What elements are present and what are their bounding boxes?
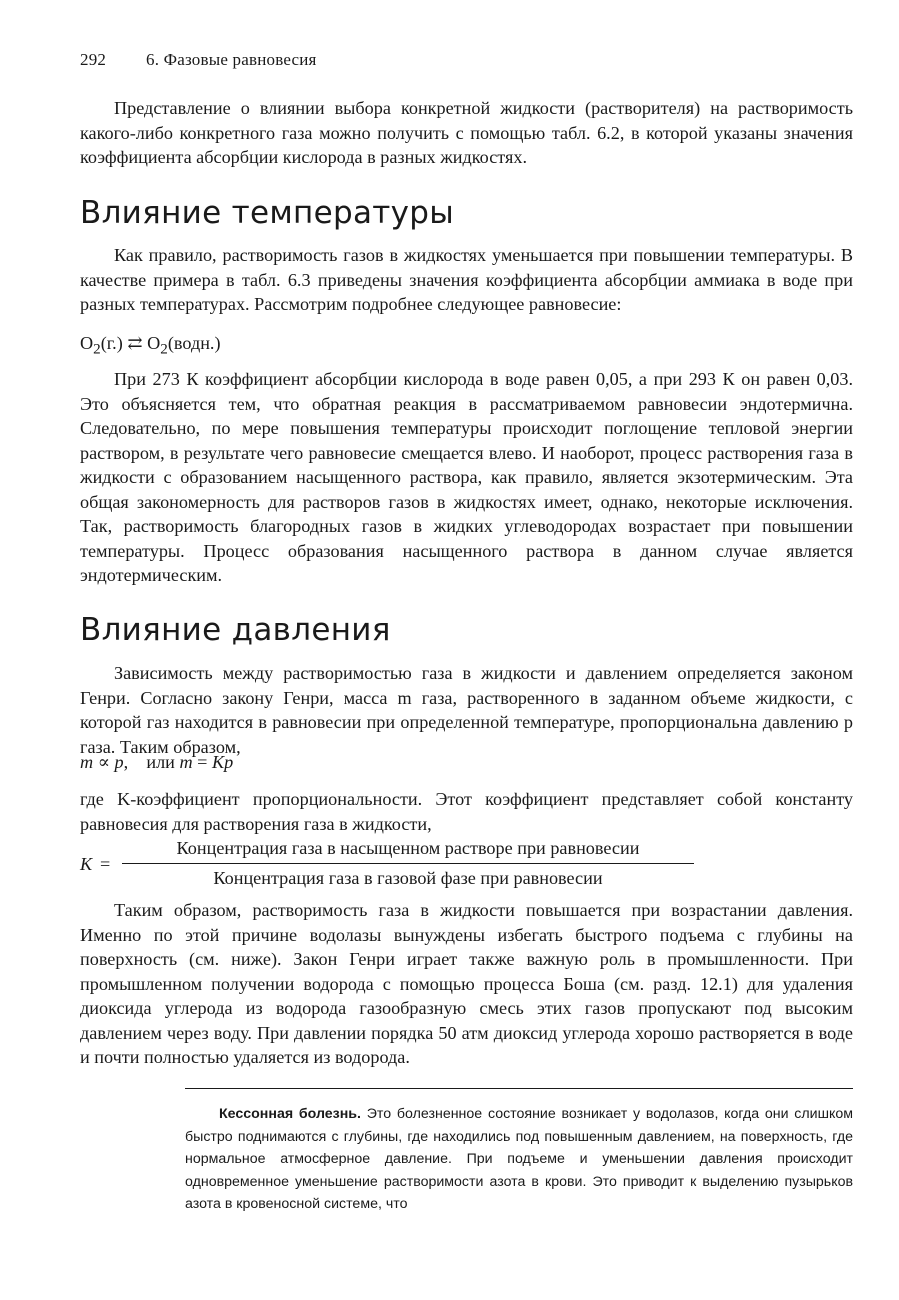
- fraction-lhs: K: [80, 854, 93, 874]
- footnote-divider: [185, 1088, 853, 1089]
- heading-temperature: Влияние температуры: [80, 195, 455, 231]
- heading-pressure: Влияние давления: [80, 612, 391, 648]
- formula-m: m: [80, 752, 94, 772]
- chapter-title: 6. Фазовые равновесия: [146, 50, 317, 69]
- formula-kp: Kp: [211, 752, 234, 772]
- running-head: [80, 50, 317, 70]
- eq-left-subscript: 2: [93, 340, 101, 358]
- formula-m2: m: [179, 752, 193, 772]
- eq-right-species: O: [147, 333, 161, 353]
- pressure-paragraph-1: Зависимость между растворимостью газа в жидкости и давлением определяется законом Генри. Согласно закону Генри, масса m газа, растворенного в заданном объеме жидкости, с которой газ находится в равновесии при определенной температуре, пропорциональна давлению p газа. Таким образом,: [80, 663, 853, 757]
- pressure-paragraph-2: где K-коэффициент пропорциональности. Этот коэффициент представляет собой константу равновесия для растворения газа в жидкости,: [80, 789, 853, 834]
- eq-left-state: (г.): [100, 333, 123, 353]
- equilibrium-equation: [80, 333, 221, 359]
- note-term: Кессонная болезнь.: [219, 1106, 361, 1122]
- temperature-paragraph-1: Как правило, растворимость газов в жидкостях уменьшается при повышении температуры. В качестве примера в табл. 6.3 приведены значения коэффициента абсорбции аммиака в воде при разных температурах. Рассмотрим подробнее следующее равновесие:: [80, 245, 853, 314]
- proportional-sign: ∝: [93, 752, 115, 772]
- formula-equals: =: [192, 752, 212, 772]
- eq-right-subscript: 2: [160, 340, 168, 358]
- intro-paragraph: Представление о влиянии выбора конкретной жидкости (растворителя) на растворимость какого-либо конкретного газа можно получить с помощью табл. 6.2, в которой указаны значения коэффициента абсорбции кислорода в разных жидкостях.: [80, 98, 853, 167]
- pressure-paragraph-3: Таким образом, растворимость газа в жидкости повышается при возрастании давления. Именно по этой причине водолазы вынуждены избегать быстрого подъема с глубины на поверхность (см. ниже). Закон Генри играет также важную роль в промышленности. При промышленном получении водорода с помощью процесса Боша (см. разд. 12.1) для удаления диоксида углерода из водорода газообразную смесь этих газов пропускают под высоким давлением через воду. При давлении порядка 50 атм диоксид углерода хорошо растворяется в воде и почти полностью удаляется из водорода.: [80, 900, 853, 1067]
- eq-right-state: (водн.): [167, 333, 221, 353]
- equilibrium-arrow: ⇄: [127, 333, 143, 353]
- equilibrium-constant-fraction: [80, 838, 680, 894]
- henry-law-formula: [80, 752, 233, 773]
- formula-or: или: [146, 752, 175, 772]
- fraction-bar: [122, 863, 694, 864]
- fraction-equals: =: [100, 854, 111, 874]
- fraction-numerator: Концентрация газа в насыщенном растворе при равновесии: [176, 838, 640, 858]
- page-number: 292: [80, 50, 107, 69]
- note-text: Это болезненное состояние возникает у водолазов, когда они слишком быстро поднимаются с глубины, где находились под повышенным давлением, на поверхность, где нормальное атмосферное давление. При подъеме и уменьшении давления происходит одновременное уменьшение растворимости азота в крови. Это приводит к выделению пузырьков азота в кровеносной системе, что: [185, 1106, 853, 1212]
- formula-comma: ,: [123, 752, 129, 772]
- fraction-denominator: Концентрация газа в газовой фазе при равновесии: [213, 868, 603, 888]
- formula-p: p: [114, 752, 124, 772]
- eq-left-species: O: [80, 333, 94, 353]
- temperature-paragraph-2: При 273 К коэффициент абсорбции кислорода в воде равен 0,05, а при 293 К он равен 0,03. Это объясняется тем, что обратная реакция в рассматриваемом равновесии эндотермична. Следовательно, по мере повышения температуры происходит поглощение тепловой энергии раствором, в результате чего равновесие смещается влево. И наоборот, процесс растворения газа в жидкости с образованием насыщенного раствора, как правило, является экзотермическим. Эта общая закономерность для растворов газов в жидкостях имеет, однако, некоторые исключения. Так, растворимость благородных газов в жидких углеводородах возрастает при повышении температуры. Процесс образования насыщенного раствора в данном случае является эндотермическим.: [80, 369, 853, 585]
- caisson-note: [185, 1103, 853, 1216]
